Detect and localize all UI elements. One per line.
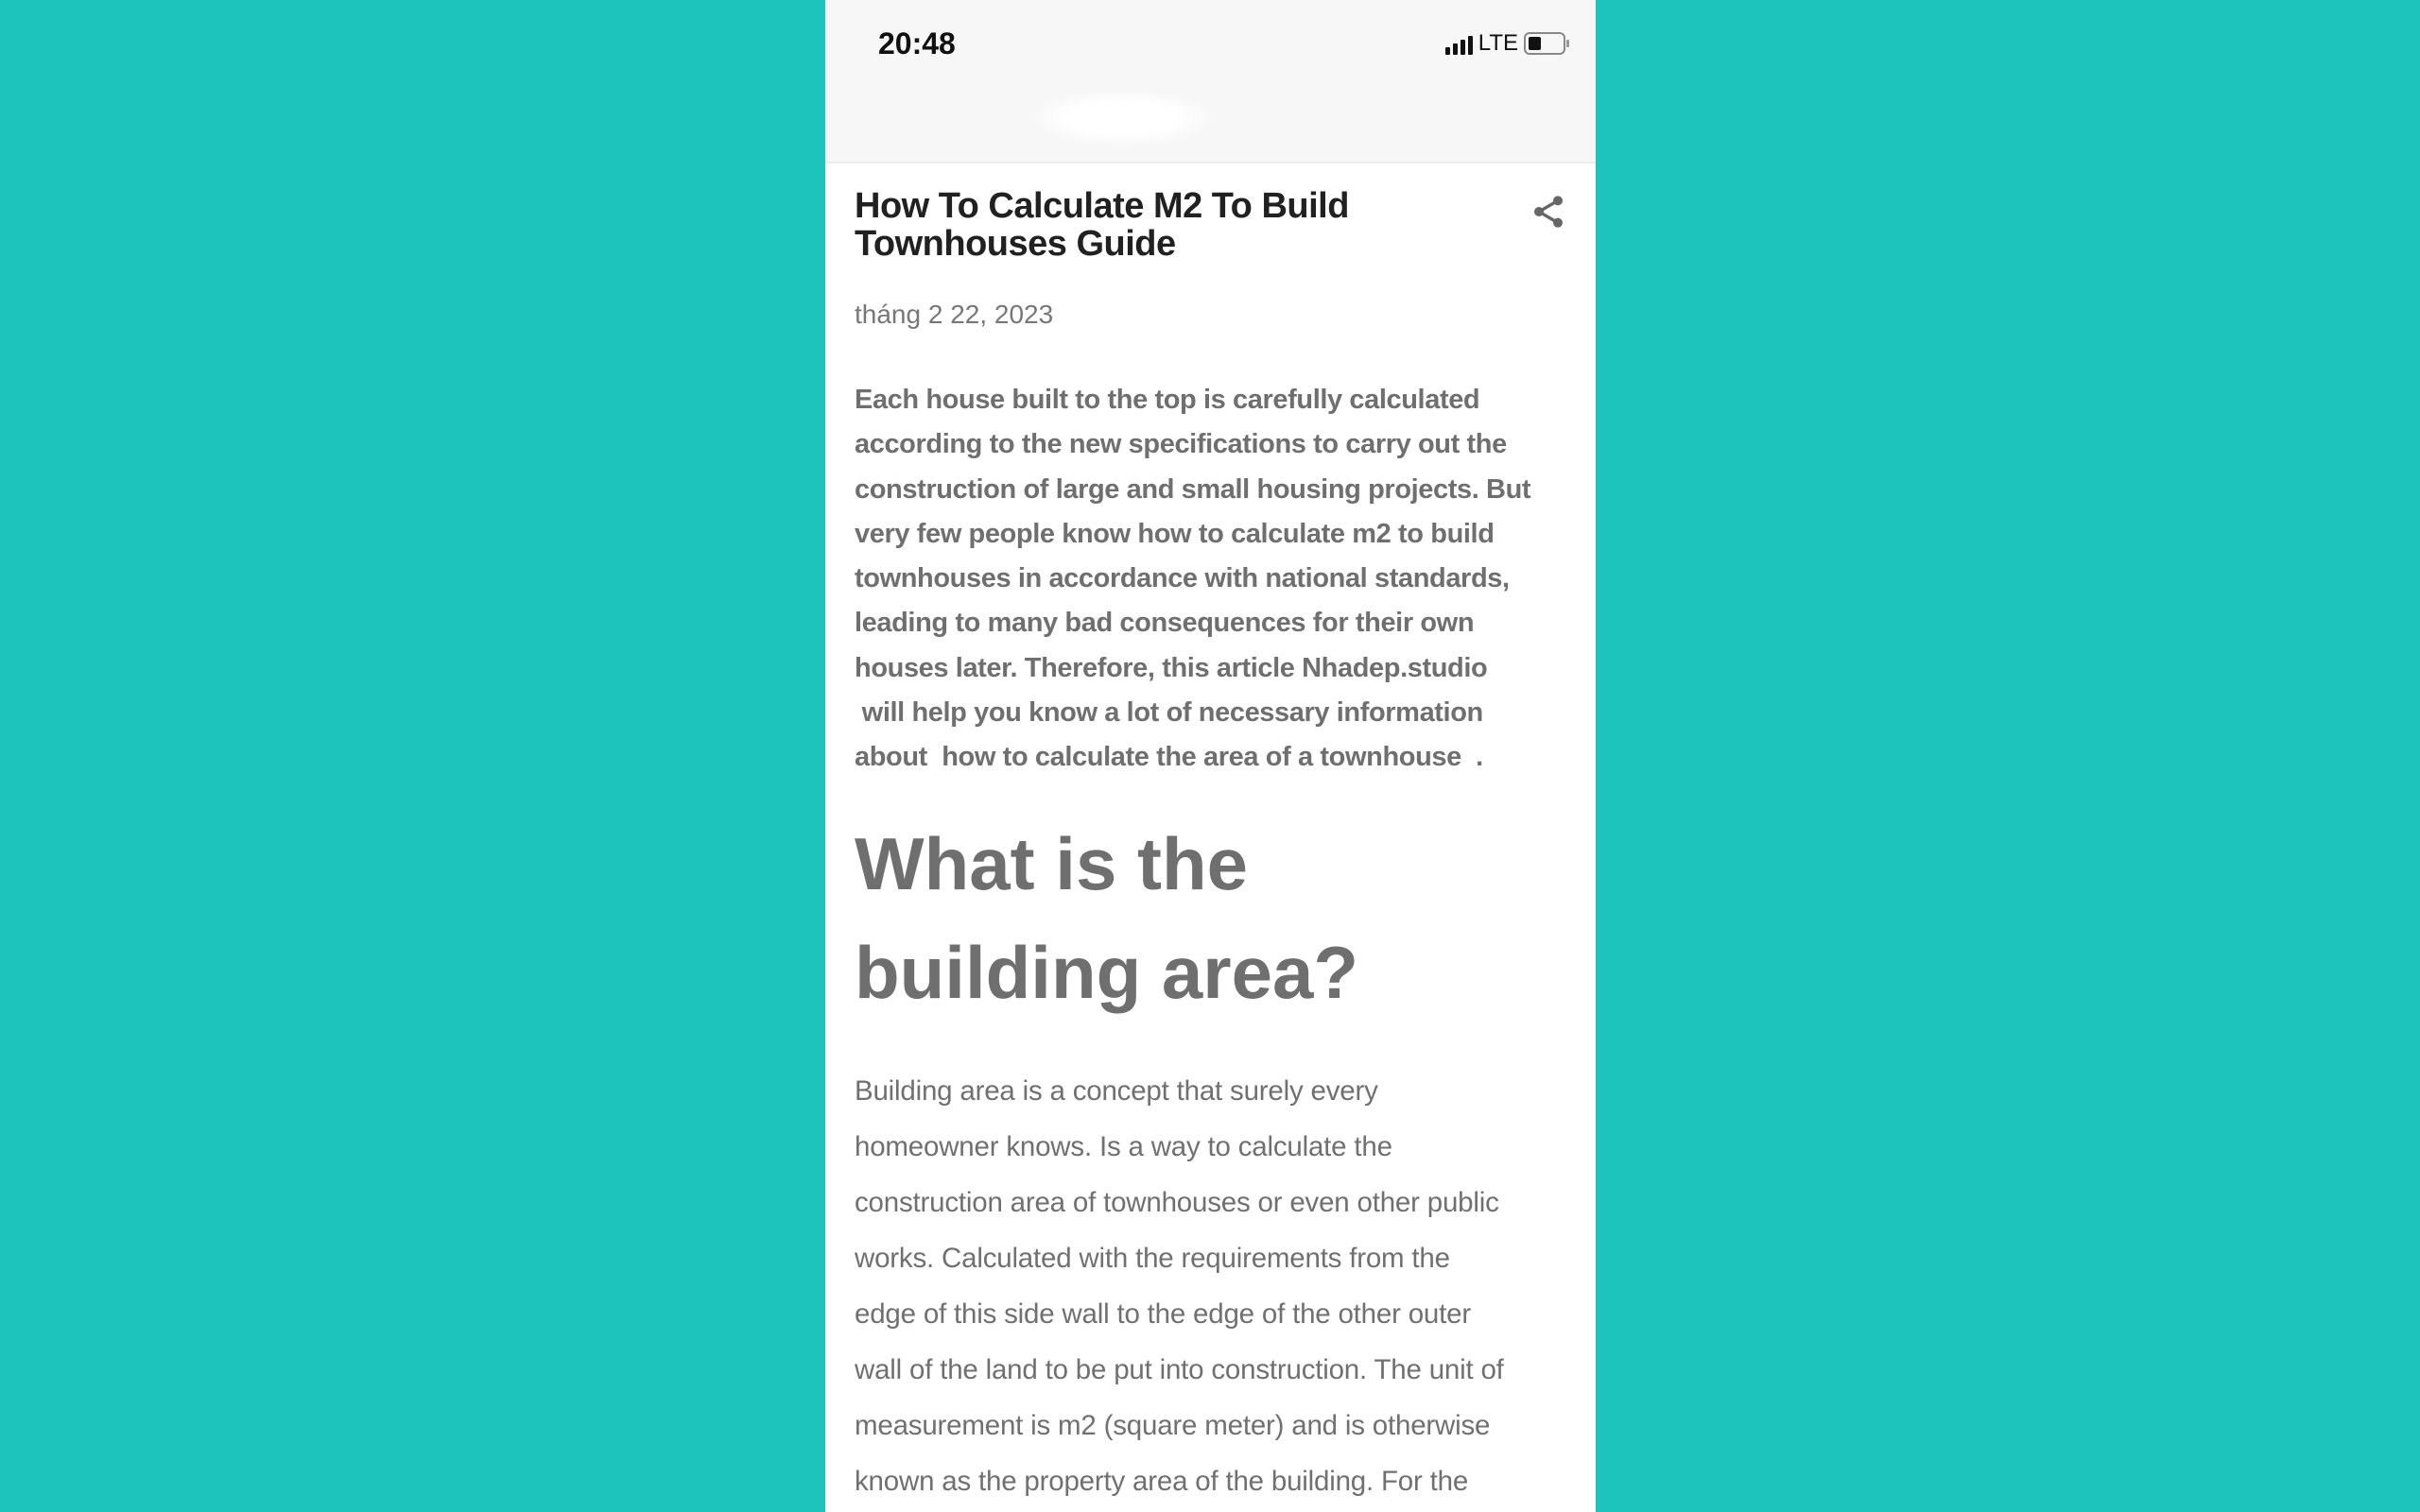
battery-icon (1524, 32, 1565, 55)
section-heading (855, 810, 1358, 1027)
intro-line: leading to many bad consequences for their own (855, 608, 1475, 639)
blog-header (825, 0, 1596, 163)
signal-icon (1445, 32, 1473, 55)
intro-line: construction of large and small housing projects. But (855, 473, 1531, 505)
intro-line: houses later. Therefore, this article Nhadep.studio (855, 652, 1488, 683)
body-line: construction area of townhouses or even other public (855, 1187, 1499, 1218)
intro-line: Each house built to the top is carefully calculated (855, 385, 1480, 415)
body-line: wall of the land to be put into construction. The unit of (855, 1354, 1504, 1385)
body-line: homeowner knows. Is a way to calculate the (855, 1131, 1392, 1162)
intro-paragraph (855, 378, 1530, 781)
heading-line: What is the (855, 822, 1249, 905)
heading-line: building area? (855, 931, 1359, 1014)
status-icons (1445, 30, 1565, 57)
body-line: edge of this side wall to the edge of the other outer (855, 1298, 1471, 1330)
share-icon[interactable] (1530, 191, 1567, 232)
status-time: 20:48 (878, 26, 956, 60)
body-line: works. Calculated with the requirements from the (855, 1243, 1450, 1274)
intro-line: according to the new specifications to carry out the (855, 429, 1507, 460)
intro-line: very few people know how to calculate m2 to build (855, 518, 1495, 549)
phone-screen (825, 0, 1596, 1512)
intro-line: townhouses in accordance with national standards, (855, 563, 1510, 594)
post-title: How To Calculate M2 To Build Townhouses Guide (855, 186, 1349, 264)
intro-line: about how to calculate the area of a townhouse . (855, 742, 1483, 773)
body-line: measurement is m2 (square meter) and is otherwise (855, 1410, 1491, 1441)
blog-logo[interactable] (1028, 90, 1218, 146)
body-line: known as the property area of the building. For the (855, 1466, 1469, 1497)
body-line: Building area is a concept that surely every (855, 1075, 1378, 1107)
body-paragraph (855, 1063, 1504, 1509)
post-date: tháng 2 22, 2023 (855, 300, 1054, 329)
intro-line: will help you know a lot of necessary information (855, 697, 1483, 729)
network-label: LTE (1478, 30, 1518, 56)
